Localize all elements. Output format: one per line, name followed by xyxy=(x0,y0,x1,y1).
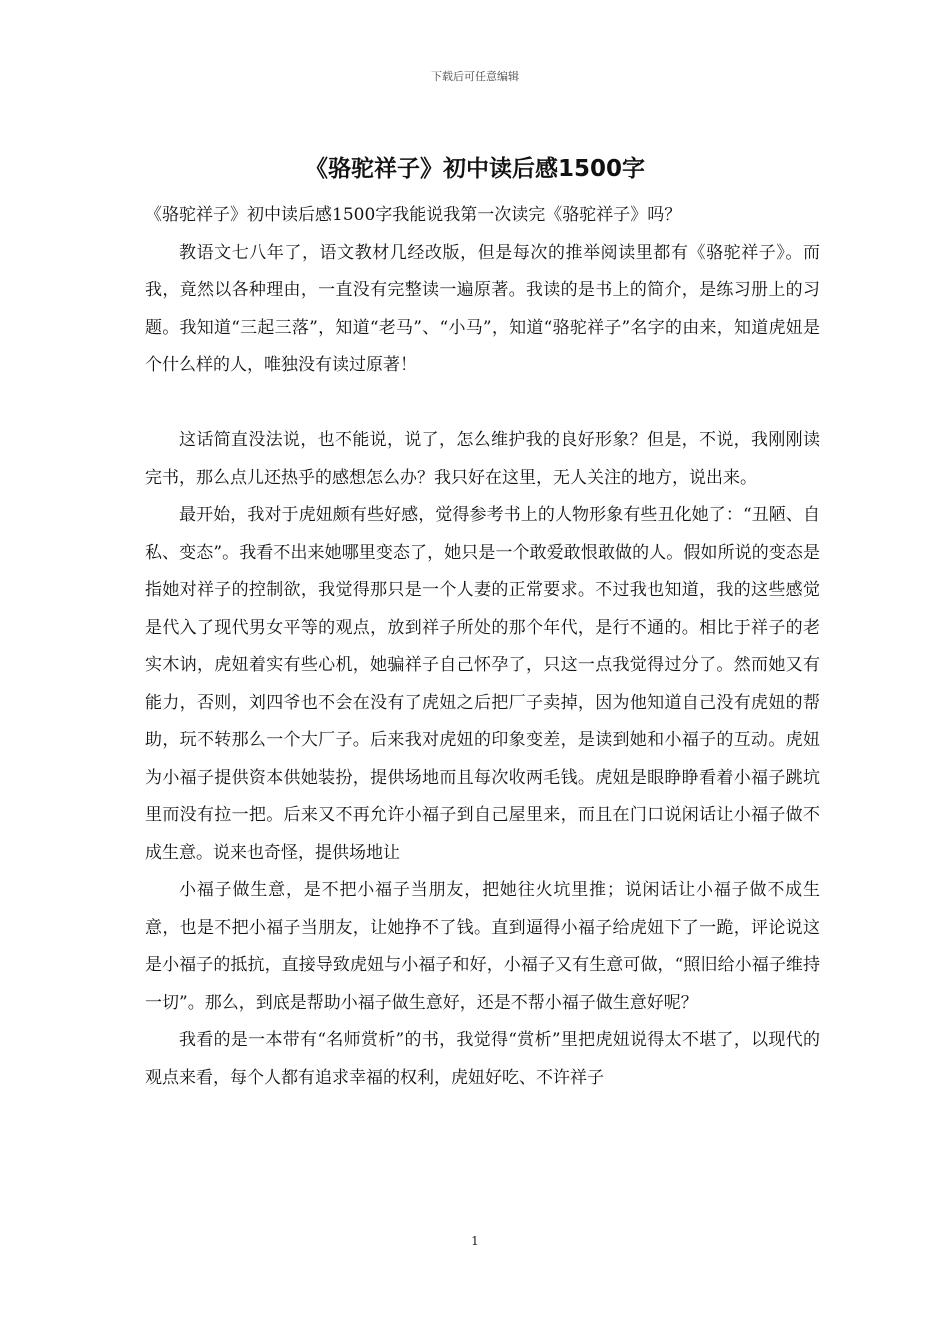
paragraph: 小福子做生意，是不把小福子当朋友，把她往火坑里推；说闲话让小福子做不成生意，也是不把小福子当朋友，让她挣不了钱。直到逼得小福子给虎妞下了一跪，评论说这是小福子的抵抗，直接导致虎妞与小福子和好，小福子又有生意可做，“照旧给小福子维持一切”。那么，到底是帮助小福子做生意好，还是不帮小福子做生意好呢？ xyxy=(145,880,820,1013)
paragraph: 这话简直没法说，也不能说，说了，怎么维护我的良好形象？但是，不说，我刚刚读完书，那么点儿还热乎的感想怎么办？我只好在这里，无人关注的地方，说出来。 xyxy=(145,430,820,488)
paragraph-gap xyxy=(145,385,820,423)
paragraph: 最开始，我对于虎妞颇有些好感，觉得参考书上的人物形象有些丑化她了：“丑陋、自私、变态”。我看不出来她哪里变态了，她只是一个敢爱敢恨敢做的人。假如所说的变态是指她对祥子的控制欲，我觉得那只是一个人妻的正常要求。不过我也知道，我的这些感觉是代入了现代男女平等的观点，放到祥子所处的那个年代，是行不通的。相比于祥子的老实木讷，虎妞着实有些心机，她骗祥子自己怀孕了，只这一点我觉得过分了。然而她又有能力，否则，刘四爷也不会在没有了虎妞之后把厂子卖掉，因为他知道自己没有虎妞的帮助，玩不转那么一个大厂子。后来我对虎妞的印象变差，是读到她和小福子的互动。虎妞为小福子提供资本供她装扮，提供场地而且每次收两毛钱。虎妞是眼睁睁看着小福子跳坑里而没有拉一把。后来又不再允许小福子到自己屋里来，而且在门口说闲话让小福子做不成生意。说来也奇怪，提供场地让 xyxy=(145,505,820,863)
page-number: 1 xyxy=(471,1234,479,1248)
document-title: 《骆驼祥子》初中读后感1500字 xyxy=(304,156,645,182)
paragraph: 教语文七八年了，语文教材几经改版，但是每次的推举阅读里都有《骆驼祥子》。而我，竟然以各种理由，一直没有完整读一遍原著。我读的是书上的简介，是练习册上的习题。我知道“三起三落”，知道“老马”、“小马”，知道“骆驼祥子”名字的由来，知道虎妞是个什么样的人，唯独没有读过原著！ xyxy=(145,242,820,375)
paragraph-intro: 《骆驼祥子》初中读后感1500字我能说我第一次读完《骆驼祥子》吗？ xyxy=(145,205,682,225)
paragraph: 我看的是一本带有“名师赏析”的书，我觉得“赏析”里把虎妞说得太不堪了，以现代的观点来看，每个人都有追求幸福的权利，虎妞好吃、不许祥子 xyxy=(145,1030,820,1088)
document-body xyxy=(145,197,820,1097)
page-header: 下载后可任意编辑 xyxy=(431,70,519,83)
